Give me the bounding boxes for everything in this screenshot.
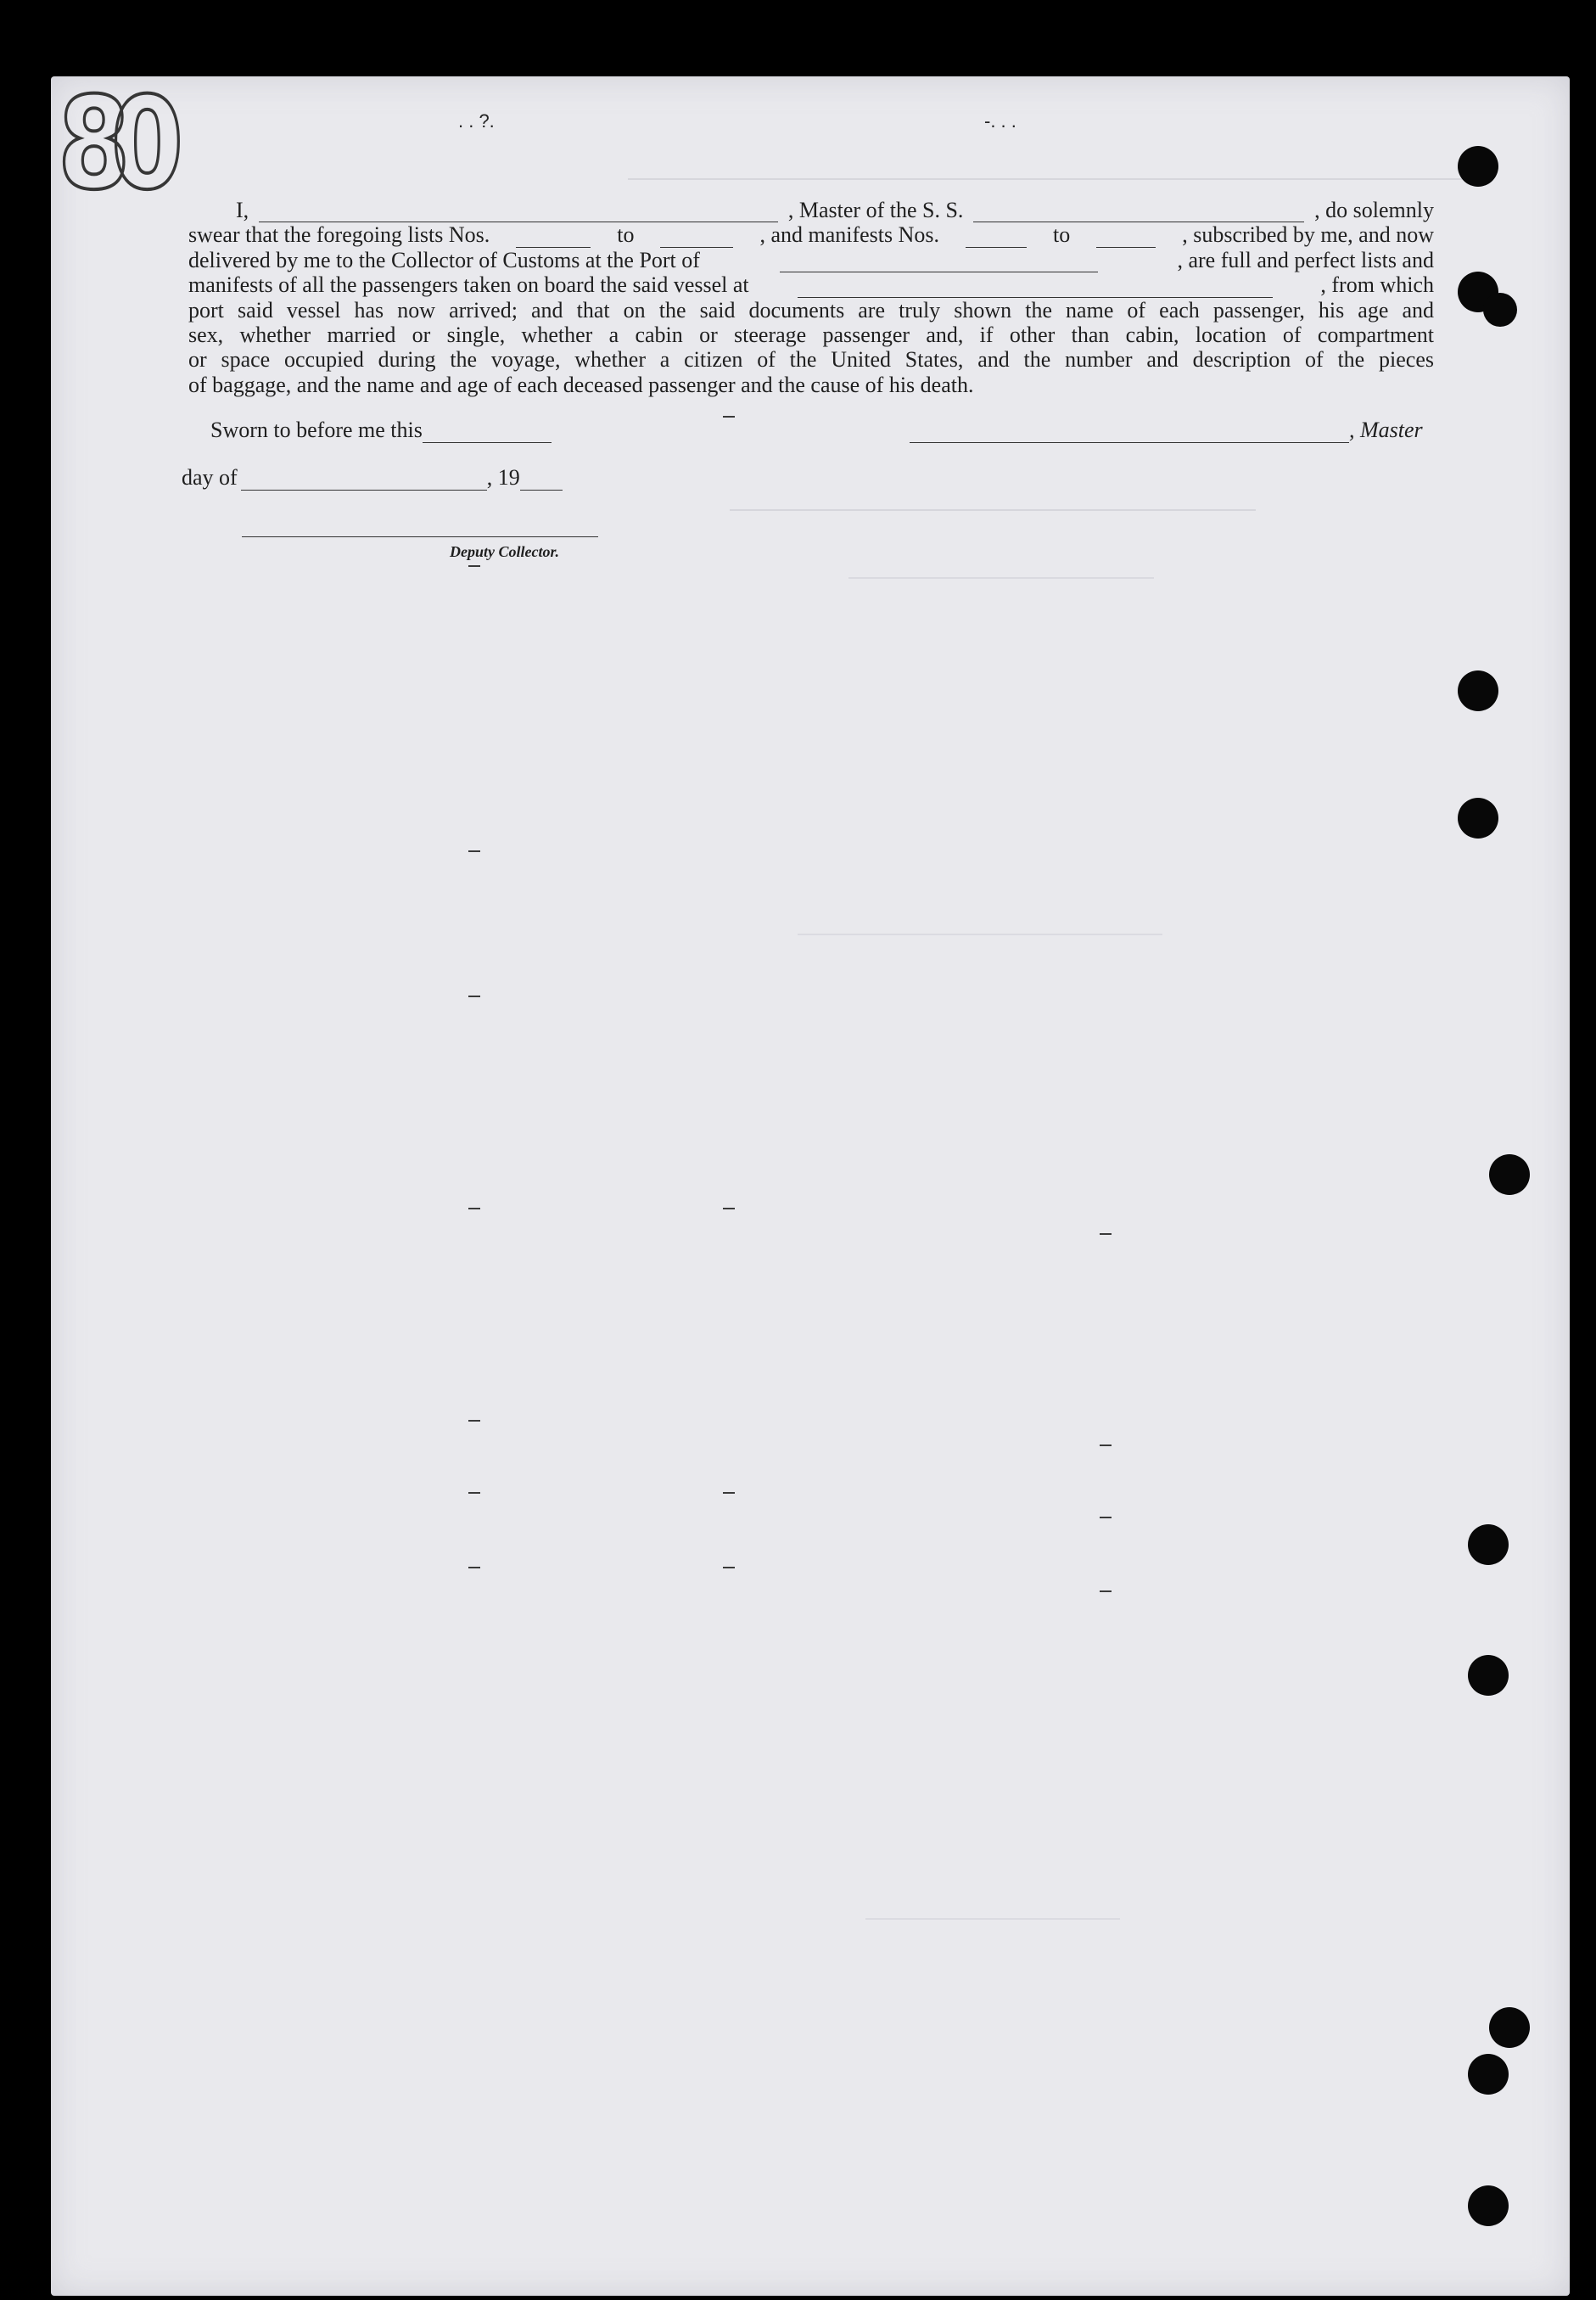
manifests-from-blank[interactable] xyxy=(966,228,1027,248)
sworn-text: Sworn to before me this xyxy=(210,418,423,442)
oath-text: , Master of the S. S. xyxy=(787,198,964,222)
stray-mark-top-left: . . ?. xyxy=(458,110,495,132)
oath-text: , are full and perfect lists and xyxy=(1177,247,1434,272)
year-prefix: , 19 xyxy=(486,465,520,490)
oath-line-2 xyxy=(188,222,1434,247)
bleed-through-line xyxy=(628,178,1476,180)
dash-mark xyxy=(723,1492,735,1494)
dash-mark xyxy=(468,996,480,997)
punch-hole xyxy=(1468,2054,1509,2095)
punch-hole xyxy=(1483,293,1517,327)
oath-text: of baggage, and the name and age of each deceased passenger and the cause of his death. xyxy=(188,372,974,397)
dash-mark xyxy=(723,1567,735,1568)
master-name-blank[interactable] xyxy=(259,203,778,222)
oath-line-3 xyxy=(188,248,1434,272)
dash-mark xyxy=(1100,1445,1112,1446)
dash-mark xyxy=(1100,1590,1112,1592)
oath-text: delivered by me to the Collector of Customs at the Port of xyxy=(188,247,700,272)
dash-mark xyxy=(1100,1233,1112,1235)
punch-hole xyxy=(1458,146,1498,187)
oath-text: or space occupied during the voyage, whether a citizen of the United States, and the number and description of the pieces xyxy=(188,347,1434,373)
dash-mark xyxy=(468,1492,480,1494)
manifests-to-blank[interactable] xyxy=(1096,228,1156,248)
day-of-label: day of xyxy=(182,465,238,490)
punch-hole xyxy=(1468,1655,1509,1696)
departure-port-blank[interactable] xyxy=(798,278,1273,298)
port-blank[interactable] xyxy=(780,253,1098,272)
page-number-stamp: 80 xyxy=(58,70,165,218)
punch-hole xyxy=(1468,2185,1509,2226)
stray-mark-top-right: -. . . xyxy=(984,110,1016,132)
oath-text: , from which xyxy=(1320,272,1434,298)
dash-mark xyxy=(468,850,480,852)
oath-text: to xyxy=(617,222,635,248)
oath-text: , and manifests Nos. xyxy=(759,222,940,248)
bleed-through-line xyxy=(865,1918,1120,1920)
master-signature-row xyxy=(910,418,1423,443)
dash-mark xyxy=(723,416,735,418)
oath-line-5 xyxy=(188,298,1434,323)
day-of-row xyxy=(182,465,563,491)
oath-line-7 xyxy=(188,347,1434,372)
bleed-through-line xyxy=(798,934,1162,935)
oath-text: swear that the foregoing lists Nos. xyxy=(188,222,490,248)
lists-to-blank[interactable] xyxy=(660,228,733,248)
punch-hole xyxy=(1489,2007,1530,2048)
oath-text: manifests of all the passengers taken on board the said vessel at xyxy=(188,272,749,298)
month-blank[interactable] xyxy=(241,471,487,491)
punch-hole xyxy=(1468,1524,1509,1565)
dash-mark xyxy=(468,1208,480,1209)
dash-mark xyxy=(468,1567,480,1568)
deputy-collector-label: Deputy Collector. xyxy=(450,543,559,560)
punch-hole xyxy=(1458,798,1498,839)
punch-hole xyxy=(1489,1154,1530,1195)
oath-text: port said vessel has now arrived; and that on the said documents are truly shown the name of each passenger, his age and xyxy=(188,297,1434,323)
oath-paragraph xyxy=(188,198,1434,397)
oath-text: I, xyxy=(236,198,249,222)
oath-text: sex, whether married or single, whether a cabin or steerage passenger and, if other than cabin, location of compartment xyxy=(188,323,1434,348)
document-sheet xyxy=(51,70,1570,2296)
sworn-row xyxy=(210,418,552,443)
ship-name-blank[interactable] xyxy=(973,203,1304,222)
bleed-through-line xyxy=(730,509,1256,511)
dash-mark xyxy=(723,1208,735,1209)
oath-line-1 xyxy=(188,198,1434,222)
oath-text: , subscribed by me, and now xyxy=(1182,222,1434,248)
oath-line-4 xyxy=(188,272,1434,297)
dash-mark xyxy=(468,1420,480,1422)
master-label: , Master xyxy=(1349,418,1423,442)
oath-line-8 xyxy=(188,373,1434,397)
dash-mark xyxy=(468,565,480,567)
oath-text: to xyxy=(1053,222,1071,248)
deputy-signature-line[interactable] xyxy=(242,536,598,537)
punch-hole xyxy=(1458,670,1498,711)
oath-line-6 xyxy=(188,323,1434,347)
dash-mark xyxy=(1100,1517,1112,1518)
oath-text: , do solemnly xyxy=(1314,198,1434,222)
lists-from-blank[interactable] xyxy=(516,228,591,248)
master-signature-blank[interactable] xyxy=(910,424,1349,443)
sworn-date-blank[interactable] xyxy=(423,424,552,443)
bleed-through-line xyxy=(848,577,1154,579)
year-blank[interactable] xyxy=(520,471,563,491)
